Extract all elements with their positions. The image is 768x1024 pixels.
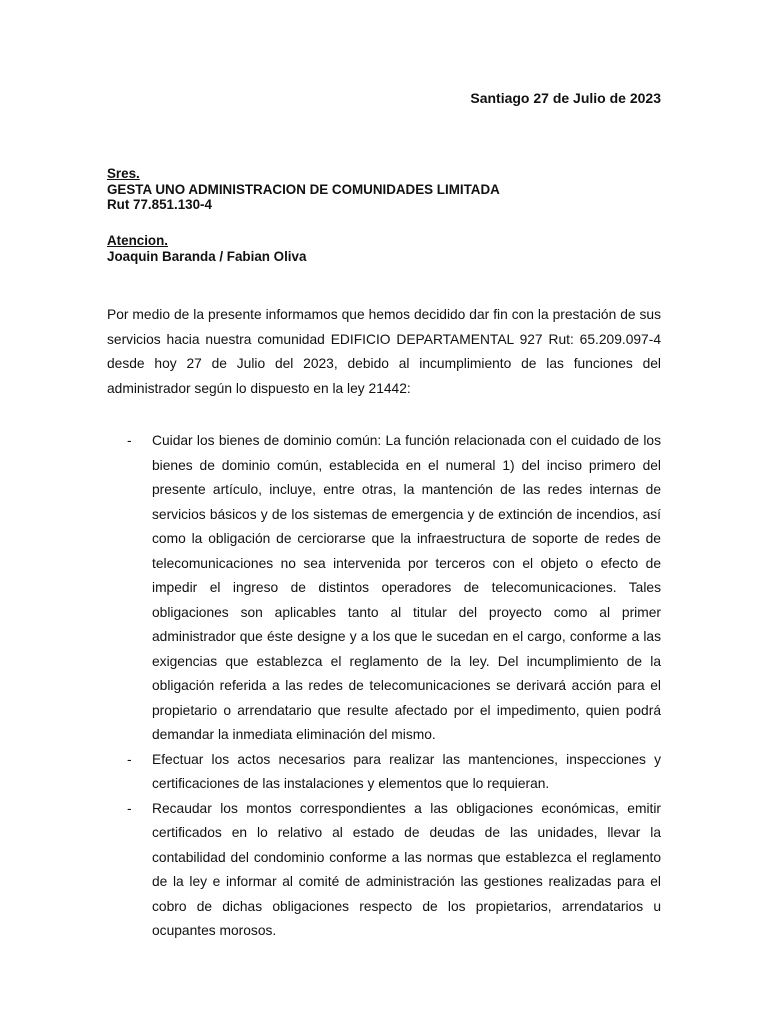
attention-block — [107, 233, 667, 264]
bullet-dash: - — [127, 751, 132, 767]
list-item-text: Efectuar los actos necesarios para realizar las mantenciones, inspecciones y certificaciones de las instalaciones y elementos que lo requieran. — [152, 751, 661, 791]
list-item — [107, 748, 661, 797]
company-name: GESTA UNO ADMINISTRACION DE COMUNIDADES LIMITADA — [107, 181, 500, 197]
company-rut: Rut 77.851.130-4 — [107, 197, 212, 212]
letter-date: Santiago 27 de Julio de 2023 — [470, 90, 661, 106]
list-item — [107, 429, 661, 748]
list-item — [107, 797, 661, 944]
addressee-block — [107, 166, 667, 213]
bullet-dash: - — [127, 433, 132, 448]
attention-label: Atencion. — [107, 233, 169, 248]
intro-paragraph: Por medio de la presente informamos que hemos decidido dar fin con la prestación de sus servicios hacia nuestra comunidad EDIFICIO DEPARTAMENTAL 927 Rut: 65.209.097-4 desde hoy 27 de Julio del 2023, debido al incumplimiento de las funciones del administrador según lo dispuesto en la ley 21442: — [107, 307, 661, 396]
list-item-text: Cuidar los bienes de dominio común: La función relacionada con el cuidado de los bienes de dominio común, establecida en el numeral 1) del inciso primero del presente artículo, incluye, entre otras, la mantención de las redes internas de servicios básicos y de los sistemas de emergencia y de extinción de incendios, así como la obligación de cerciorarse que la infraestructura de soporte de redes de telecomunicaciones no sea intervenida por terceros con el objeto o efecto de impedir el ingreso de distintos operadores de telecomunicaciones. Tales obligaciones son aplicables tanto al titular del proyecto como al primer administrador que éste designe y a los que le sucedan en el cargo, conforme a las exigencias que establezca el reglamento de la ley. Del incumplimiento de la obligación referida a las redes de telecomunicaciones se derivará acción para el propietario o arrendatario que resulte afectado por el impedimento, quien podrá demandar la inmediata eliminación del mismo. — [152, 433, 661, 742]
bullet-dash: - — [127, 800, 132, 816]
duties-list — [107, 429, 661, 944]
list-item-text: Recaudar los montos correspondientes a las obligaciones económicas, emitir certificados en lo relativo al estado de deudas de las unidades, llevar la contabilidad del condominio conforme a las normas que establezca el reglamento de la ley e informar al comité de administración las gestiones realizadas para el cobro de dichas obligaciones respecto de los propietarios, arrendatarios u ocupantes morosos. — [152, 800, 661, 938]
attention-names: Joaquin Baranda / Fabian Oliva — [107, 248, 307, 264]
salutation: Sres. — [107, 166, 140, 181]
